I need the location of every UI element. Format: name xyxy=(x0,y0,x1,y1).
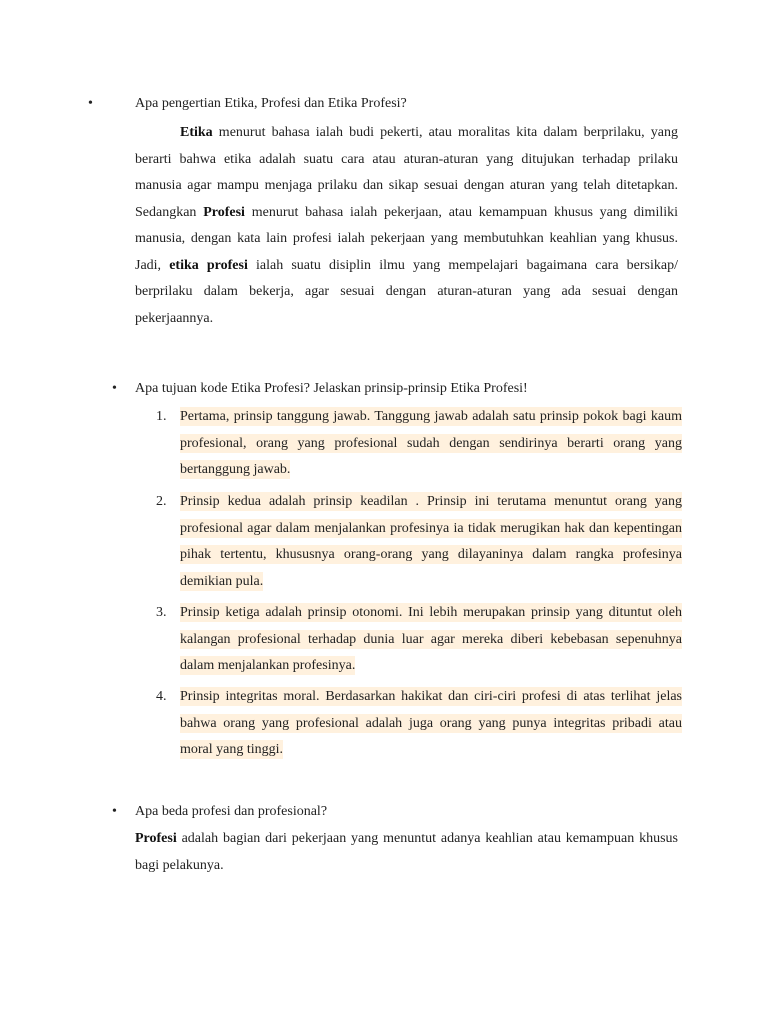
question-heading: Apa tujuan kode Etika Profesi? Jelaskan prinsip-prinsip Etika Profesi! xyxy=(135,381,528,396)
bullet-marker: • xyxy=(88,96,93,111)
answer-text: adalah bagian dari pekerjaan yang menuntut adanya keahlian atau kemampuan khusus bagi pelakunya. xyxy=(135,831,678,873)
term-profesi: Profesi xyxy=(203,204,245,220)
answer-paragraph xyxy=(135,826,678,879)
list-number: 1. xyxy=(156,409,167,424)
list-number: 4. xyxy=(156,689,167,704)
answer-paragraph xyxy=(135,120,678,332)
term-etika-profesi: etika profesi xyxy=(169,257,248,273)
principle-text: Prinsip integritas moral. Berdasarkan hakikat dan ciri-ciri profesi di atas terlihat jelas bahwa orang yang profesional adalah juga orang yang punya integritas pribadi atau moral yang tinggi. xyxy=(180,689,682,757)
bullet-marker: • xyxy=(112,381,117,396)
term-profesi: Profesi xyxy=(135,831,177,846)
list-number: 3. xyxy=(156,605,167,620)
question-heading: Apa pengertian Etika, Profesi dan Etika Profesi? xyxy=(135,96,407,111)
answer-text: menurut bahasa ialah pekerjaan, atau kemampuan khusus yang dimiliki manusia, dengan kata lain profesi ialah pekerjaan yang membutuhkan keahlian yang khusus. Jadi, xyxy=(135,204,679,273)
answer-text: menurut bahasa ialah budi pekerti, atau moralitas kita dalam berprilaku, yang berarti bahwa etika adalah suatu cara atau aturan-aturan yang ditujukan terhadap prilaku manusia agar mampu menjaga prilaku dan sikap sesuai dengan aturan yang telah ditetapkan. Sedangkan xyxy=(135,125,678,220)
list-number: 2. xyxy=(156,494,167,509)
answer-text: ialah suatu disiplin ilmu yang mempelajari bagaimana cara bersikap/ berprilaku dalam bekerja, agar sesuai dengan aturan-aturan yang ada sesuai dengan pekerjaannya. xyxy=(135,257,678,326)
principle-text: Pertama, prinsip tanggung jawab. Tanggung jawab adalah satu prinsip pokok bagi kaum profesional, orang yang profesional sudah dengan sendirinya berarti orang yang bertanggung jawab. xyxy=(180,409,682,477)
term-etika: Etika xyxy=(180,125,213,140)
question-heading: Apa beda profesi dan profesional? xyxy=(135,804,328,819)
principle-text: Prinsip ketiga adalah prinsip otonomi. Ini lebih merupakan prinsip yang dituntut oleh kalangan profesional terhadap dunia luar agar mereka diberi kebebasan sepenuhnya dalam menjalankan profesinya. xyxy=(180,605,682,673)
bullet-marker: • xyxy=(112,804,117,819)
principle-text: Prinsip kedua adalah prinsip keadilan . Prinsip ini terutama menuntut orang yang profesional agar dalam menjalankan profesinya ia tidak merugikan hak dan kepentingan pihak tertentu, khususnya orang-orang yang dilayaninya dalam rangka profesinya demikian pula. xyxy=(180,494,682,589)
